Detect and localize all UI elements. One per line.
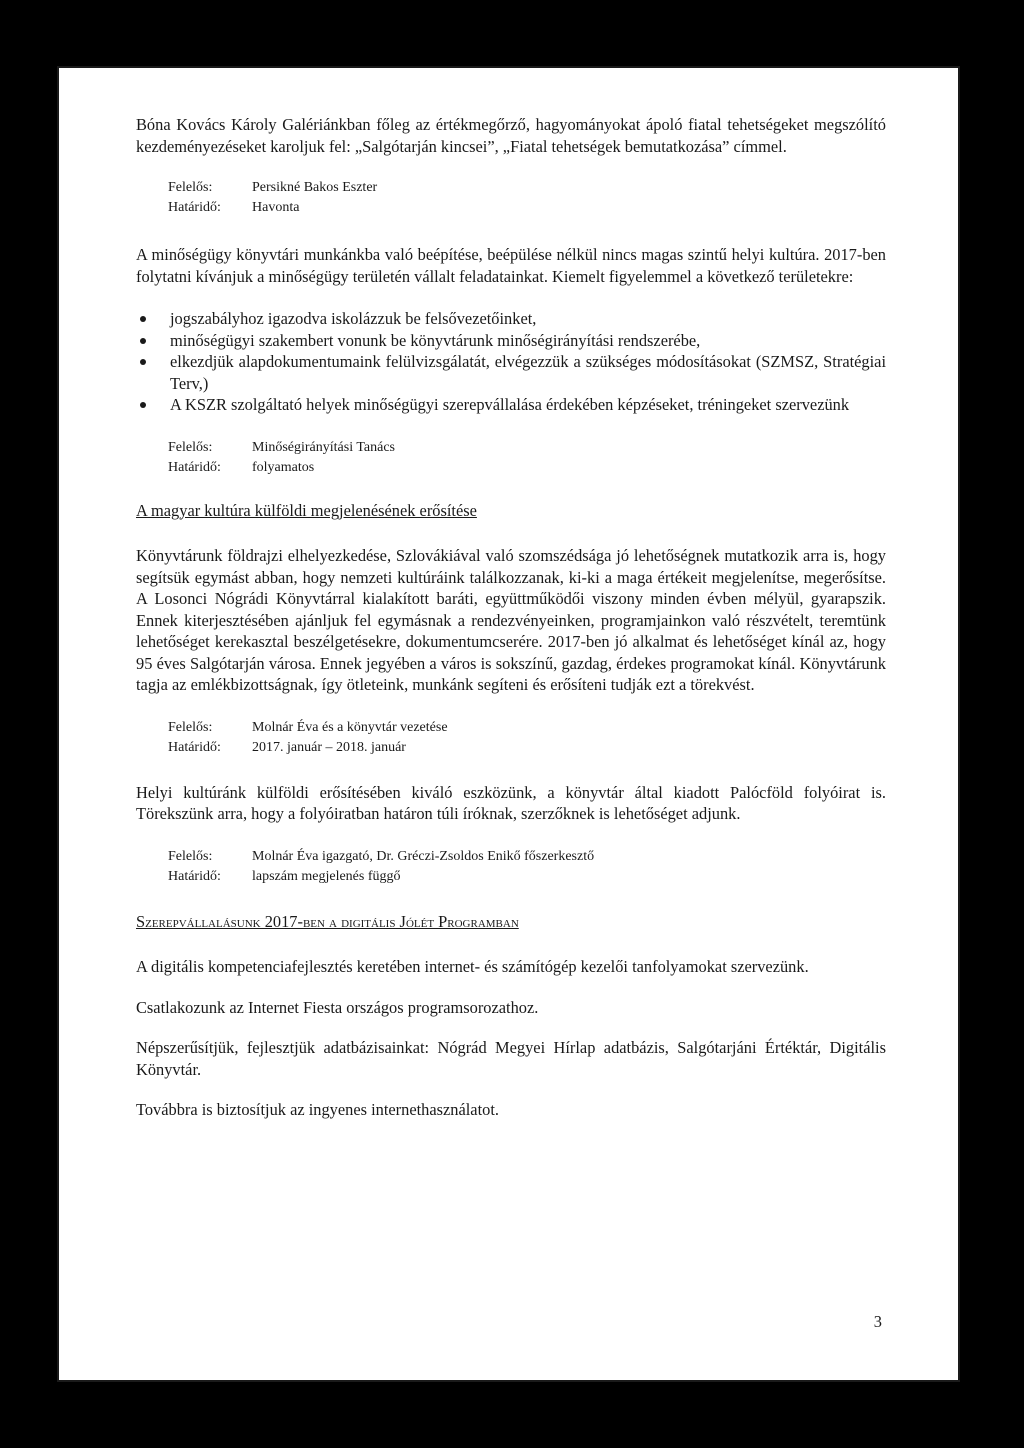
deadline-value: lapszám megjelenés függő: [252, 868, 401, 884]
deadline-label: Határidő:: [168, 200, 221, 215]
deadline-label: Határidő:: [168, 739, 221, 755]
paragraph-gallery: Bóna Kovács Károly Galériánkban főleg az értékmegőrző, hagyományokat ápoló fiatal tehetségeket megszólító kezdeményezéseket karoljuk fel: „Salgótarján kincsei”, „Fiatal tehetségek bemutatkozása” címmel.: [136, 115, 886, 156]
paragraph-internet-fiesta: Csatlakozunk az Internet Fiesta országos programsorozathoz.: [136, 997, 539, 1017]
responsible-label: Felelős:: [168, 439, 213, 455]
responsible-value: Persikné Bakos Eszter: [252, 180, 378, 195]
deadline-value: folyamatos: [252, 459, 315, 475]
deadline-label: Határidő:: [168, 459, 221, 475]
quality-bullet-list: [136, 308, 886, 416]
responsibility-block-3: [168, 718, 886, 758]
section-heading-foreign: A magyar kultúra külföldi megjelenésének erősítése: [136, 500, 477, 520]
paragraph-databases: Népszerűsítjük, fejlesztjük adatbázisainkat: Nógrád Megyei Hírlap adatbázis, Salgótarjáni Értéktár, Digitális Könyvtár.: [136, 1038, 886, 1079]
deadline-value: Havonta: [252, 200, 300, 215]
bullet-item: minőségügyi szakembert vonunk be könyvtárunk minőségirányítási rendszerébe,: [136, 330, 886, 352]
responsible-label: Felelős:: [168, 848, 213, 864]
bullet-item: elkezdjük alapdokumentumaink felülvizsgálatát, elvégezzük a szükséges módosításokat (SZMSZ, Stratégiai Terv,): [136, 351, 886, 394]
deadline-label: Határidő:: [168, 868, 221, 884]
bullet-item: jogszabályhoz igazodva iskolázzuk be felsővezetőinket,: [136, 308, 886, 330]
paragraph-quality: A minőségügy könyvtári munkánkba való beépítése, beépülése nélkül nincs magas szintű helyi kultúra. 2017-ben folytatni kívánjuk a minőségügy területén vállalt feladatainkat. Kiemelt figyelemmel a következő területekre:: [136, 245, 886, 286]
paragraph-neighbours: Könyvtárunk földrajzi elhelyezkedése, Szlovákiával való szomszédsága jó lehetőségnek mutatkozik arra is, hogy segítsük egymást abban, hogy nemzeti kultúráink találkozzanak, ki-ki a maga értékeit megjelenítse, megerősítse. A Losonci Nógrádi Könyvtárral kialakított baráti, együttműködői viszony minden évben mélyül, gyarapszik. Ennek kiterjesztésében ajánljuk fel egymásnak a rendezvényeinken, programjainkon való részvételt, teremtünk lehetőséget kerekasztal beszélgetésekre, dokumentumcserére. 2017-ben jó alkalmat és lehetőséget kínál az, hogy 95 éves Salgótarján városa. Ennek jegyében a város is sokszínű, gazdag, érdekes programokat kínál. Könyvtárunk tagja az emlékbizottságnak, így ötleteink, munkánk segíteni és erősíteni tudják ezt a törekvést.: [136, 546, 886, 694]
paragraph-palocfold: Helyi kultúránk külföldi erősítésében kiváló eszközünk, a könyvtár által kiadott Palócföld folyóirat is. Törekszünk arra, hogy a folyóiratban határon túli íróknak, szerzőknek is lehetőséget adjunk.: [136, 782, 886, 823]
responsible-label: Felelős:: [168, 180, 213, 195]
paragraph-digital-courses: A digitális kompetenciafejlesztés keretében internet- és számítógép kezelői tanfolyamokat szervezünk.: [136, 957, 809, 976]
responsibility-block-2: [168, 438, 886, 478]
paragraph-free-internet: Továbbra is biztosítjuk az ingyenes internethasználatot.: [136, 1100, 499, 1119]
bullet-item: A KSZR szolgáltató helyek minőségügyi szerepvállalása érdekében képzéseket, tréningeket szervezünk: [136, 394, 886, 416]
page-content: [136, 114, 886, 1121]
responsible-label: Felelős:: [168, 719, 213, 735]
responsible-value: Minőségirányítási Tanács: [252, 439, 396, 455]
responsible-value: Molnár Éva igazgató, Dr. Gréczi-Zsoldos Enikő főszerkesztő: [252, 848, 595, 864]
responsibility-block-1: [168, 178, 886, 218]
responsible-value: Molnár Éva és a könyvtár vezetése: [252, 719, 448, 735]
document-page: [57, 66, 960, 1382]
section-heading-digital: Szerepvállalásunk 2017-ben a digitális Jólét Programban: [136, 911, 519, 931]
deadline-value: 2017. január – 2018. január: [252, 739, 406, 755]
page-number: 3: [873, 1312, 882, 1331]
responsibility-block-4: [168, 847, 886, 887]
